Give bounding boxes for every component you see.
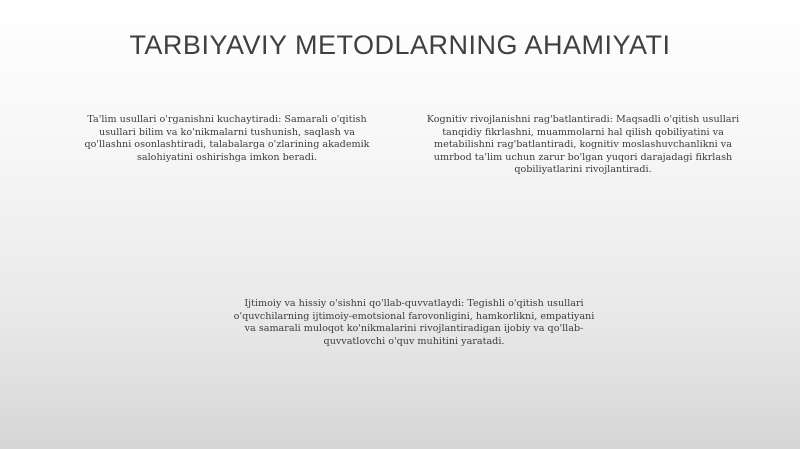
text-block-learning: Ta'lim usullari o'rganishni kuchaytiradi: Samarali o'qitish usullari bilim va ko'nikmalarni tushunish, saqlash va qo'llashni osonlashtiradi, talabalarga o'zlarining akademik salohiyatini oshirishga imkon beradi.: [84, 114, 370, 163]
text-block-social: Ijtimoiy va hissiy o'sishni qo'llab-quvvatlaydi: Tegishli o'qitish usullari o'quvchilarning ijtimoiy-emotsional farovonligini, hamkorlikni, empatiyani va samarali muloqot ko'nikmalarini rivojlantiradigan ijobiy va qo'llab-quvvatlovchi o'quv muhitini yaratadi.: [233, 298, 595, 347]
slide-title: TARBIYAVIY METODLARNING AHAMIYATI: [129, 30, 671, 60]
text-block-cognitive: Kognitiv rivojlanishni rag'batlantiradi: Maqsadli o'qitish usullari tanqidiy fikrlashni, muammolarni hal qilish qobiliyatini va metabilishni rag'batlantiradi, kognitiv moslashuvchanlikni va umrbod ta'lim uchun zarur bo'lgan yuqori darajadagi fikrlash qobiliyatlarini rivojlantiradi.: [426, 114, 740, 176]
